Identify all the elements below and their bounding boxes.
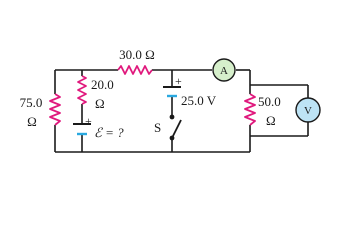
switch-label: S bbox=[154, 120, 162, 135]
voltmeter-symbol: V bbox=[304, 105, 312, 117]
emf-25v-plus: + bbox=[175, 74, 182, 88]
resistor-50-value: 50.0 bbox=[258, 94, 281, 109]
emf-unknown-label: ℰ = ? bbox=[94, 125, 124, 140]
battery-25-volt bbox=[163, 87, 181, 96]
switch-s bbox=[170, 115, 181, 141]
ammeter-symbol: A bbox=[220, 65, 228, 77]
resistor-75-ohm bbox=[50, 94, 60, 125]
emf-25v-label: 25.0 V bbox=[181, 93, 217, 108]
voltmeter bbox=[296, 98, 320, 122]
resistor-30-label: 30.0 Ω bbox=[119, 47, 155, 62]
resistor-75-unit: Ω bbox=[27, 114, 37, 129]
ammeter bbox=[213, 59, 235, 81]
resistor-50-ohm bbox=[245, 94, 255, 125]
resistor-20-unit: Ω bbox=[95, 96, 105, 111]
resistor-75-value: 75.0 bbox=[19, 95, 43, 110]
resistor-20-value: 20.0 bbox=[91, 77, 114, 92]
resistor-20-ohm bbox=[78, 76, 86, 104]
resistor-50-unit: Ω bbox=[266, 113, 276, 128]
resistor-30-ohm bbox=[118, 66, 152, 74]
emf-unknown-plus: + bbox=[85, 114, 92, 128]
